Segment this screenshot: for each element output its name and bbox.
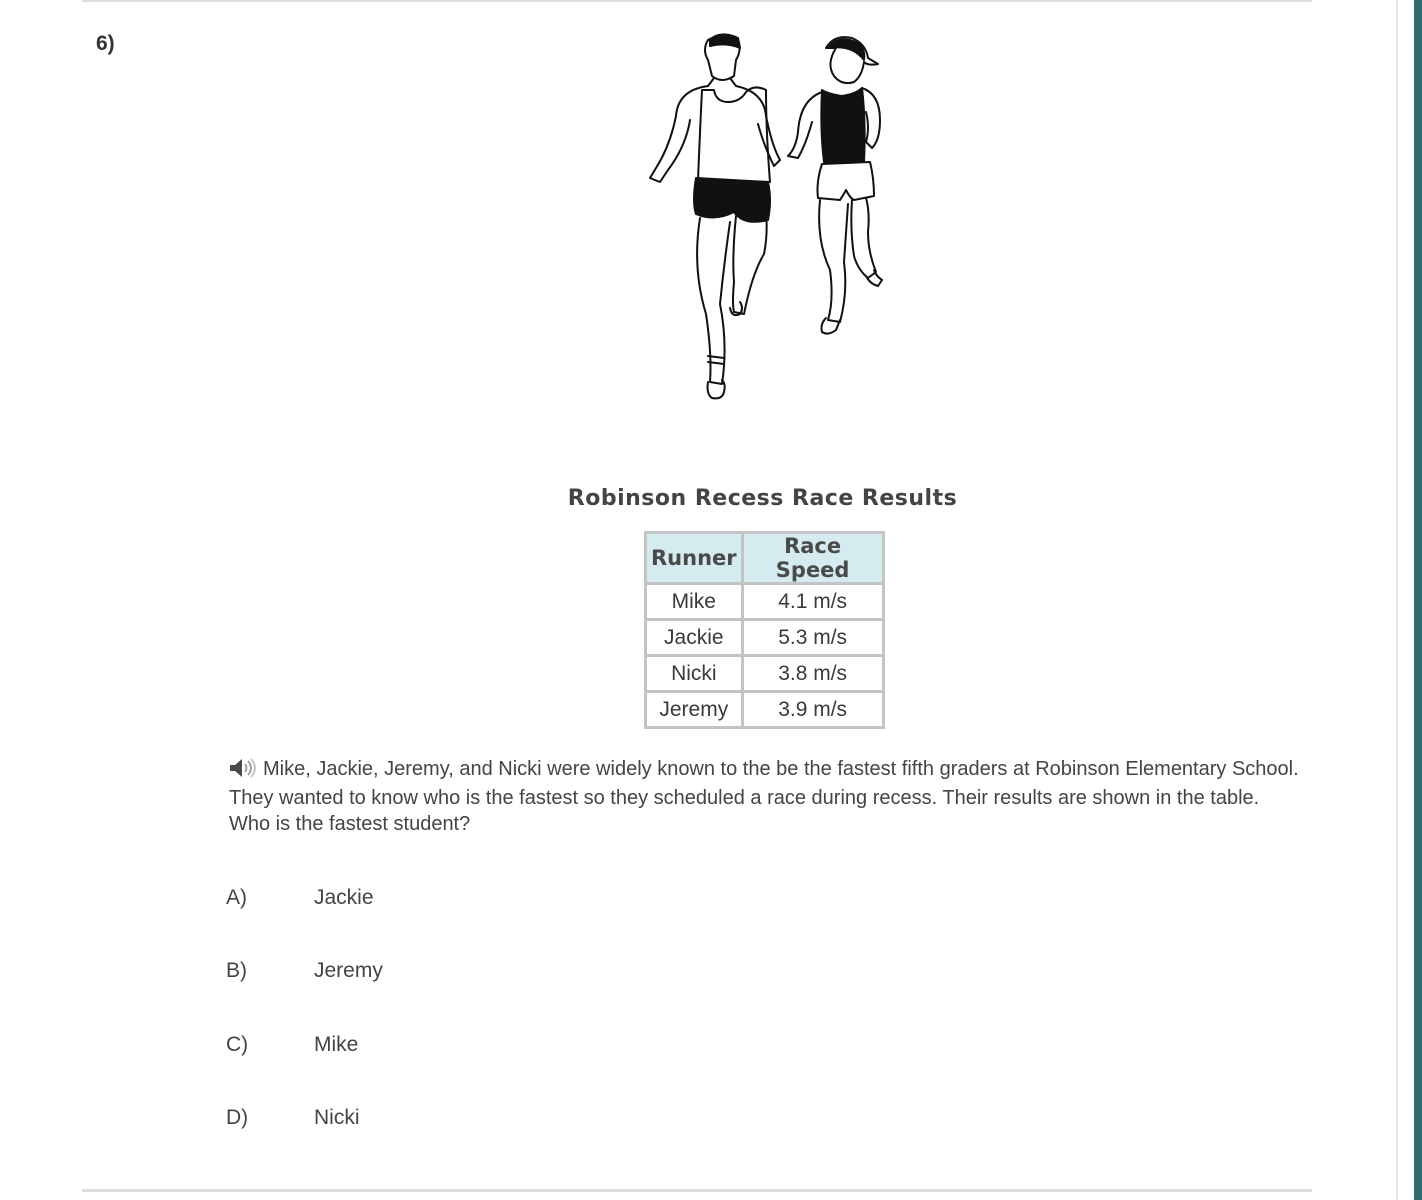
- choice-label: Nicki: [314, 1106, 360, 1129]
- column-header-race-speed: Race Speed: [742, 533, 883, 584]
- table-title: Robinson Recess Race Results: [567, 486, 958, 511]
- choice-letter: D): [226, 1106, 249, 1129]
- scroll-divider: [1396, 0, 1398, 1200]
- runner-cell: Jackie: [646, 620, 743, 656]
- speed-cell: 3.8 m/s: [742, 656, 883, 692]
- table-row: [646, 692, 884, 728]
- female-runner-figure: [788, 37, 882, 333]
- speed-cell: 3.9 m/s: [742, 692, 883, 728]
- answer-choice-b[interactable]: [226, 959, 383, 989]
- speaker-icon[interactable]: [229, 758, 257, 785]
- speed-cell: 5.3 m/s: [742, 620, 883, 656]
- table-row: [646, 620, 884, 656]
- runner-cell: Jeremy: [646, 692, 743, 728]
- answer-choice-c[interactable]: [226, 1033, 358, 1063]
- race-results-table: [644, 531, 885, 729]
- runner-cell: Mike: [646, 584, 743, 620]
- choice-letter: C): [226, 1033, 249, 1056]
- choice-label: Jackie: [314, 886, 374, 909]
- choice-letter: A): [226, 886, 247, 909]
- table-row: [646, 656, 884, 692]
- table-row: [646, 584, 884, 620]
- runners-illustration: [630, 26, 910, 406]
- male-runner-figure: [650, 34, 780, 398]
- bottom-divider: [82, 1189, 1312, 1192]
- choice-letter: B): [226, 959, 247, 982]
- speed-cell: 4.1 m/s: [742, 584, 883, 620]
- choice-label: Jeremy: [314, 959, 383, 982]
- runner-cell: Nicki: [646, 656, 743, 692]
- column-header-runner: Runner: [646, 533, 743, 584]
- window-edge: [1414, 0, 1422, 1200]
- question-number: 6): [96, 32, 115, 55]
- choice-label: Mike: [314, 1033, 359, 1056]
- answer-choice-d[interactable]: [226, 1106, 360, 1136]
- question-text: Mike, Jackie, Jeremy, and Nicki were widely known to the be the fastest fifth graders at Robinson Elementary School. They wanted to know who is the fastest so they scheduled a race during recess. Their results are shown in the table. Who is the fastest student?: [229, 758, 1299, 835]
- answer-choice-a[interactable]: [226, 886, 374, 916]
- top-divider: [82, 0, 1312, 2]
- table-header-row: [646, 533, 884, 584]
- question-stem: [229, 756, 1299, 837]
